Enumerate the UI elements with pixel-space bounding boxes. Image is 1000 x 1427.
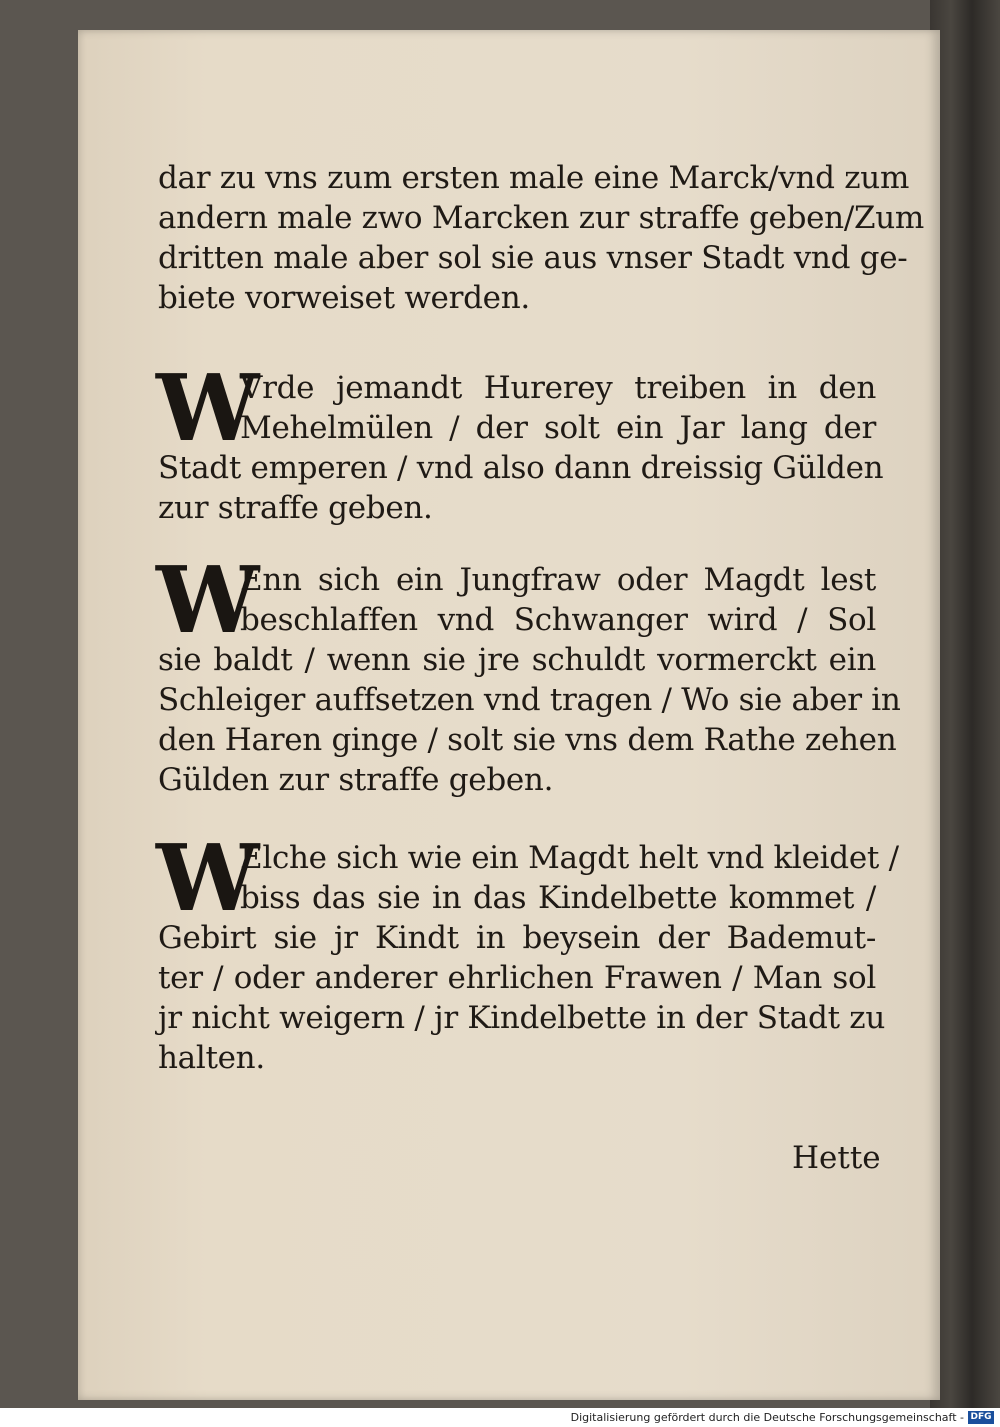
paragraph [156, 546, 901, 800]
text-line: zur straffe geben. [158, 490, 433, 526]
drop-initial: W [156, 546, 260, 654]
paragraph [158, 158, 924, 318]
drop-initial: W [156, 824, 260, 932]
dfg-logo: DFG [968, 1411, 994, 1424]
paragraph [156, 824, 899, 1078]
text-line: Stadt emperen / vnd also dann dreissig Gülden [158, 450, 884, 486]
text-line: biete vorweiset werden. [158, 280, 530, 316]
text-line: Gebirt sie jr Kindt in beysein der Bademut- [158, 920, 876, 956]
text-line: andern male zwo Marcken zur straffe geben/Zum [158, 200, 924, 236]
footer [0, 1408, 1000, 1427]
footer-credit: Digitalisierung gefördert durch die Deutsche Forschungsgemeinschaft - [570, 1411, 964, 1424]
text-line: beschlaffen vnd Schwanger wird / Sol [240, 602, 876, 638]
text-line: Elche sich wie ein Magdt helt vnd kleidet / [240, 840, 899, 876]
text-line: den Haren ginge / solt sie vns dem Rathe zehen [158, 722, 897, 758]
text-line: Vrde jemandt Hurerey treiben in den [240, 370, 876, 406]
text-line: dritten male aber sol sie aus vnser Stadt vnd ge- [158, 240, 908, 276]
text-line: Enn sich ein Jungfraw oder Magdt lest [240, 562, 876, 598]
text-line: biss das sie in das Kindelbette kommet / [240, 880, 876, 916]
text-line: jr nicht weigern / jr Kindelbette in der Stadt zu [158, 1000, 885, 1036]
text-line: Mehelmülen / der solt ein Jar lang der [240, 410, 876, 446]
text-line: Schleiger auffsetzen vnd tragen / Wo sie aber in [158, 682, 901, 718]
text-line: sie baldt / wenn sie jre schuldt vormerckt ein [158, 642, 876, 678]
drop-initial: W [156, 354, 260, 462]
paragraph [156, 354, 884, 528]
text-line: Gülden zur straffe geben. [158, 762, 554, 798]
text-line: dar zu vns zum ersten male eine Marck/vnd zum [158, 160, 910, 196]
text-line: ter / oder anderer ehrlichen Frawen / Man sol [158, 960, 876, 996]
book-edge [930, 0, 1000, 1408]
text-line: halten. [158, 1040, 265, 1076]
catchword: Hette [792, 1140, 881, 1176]
